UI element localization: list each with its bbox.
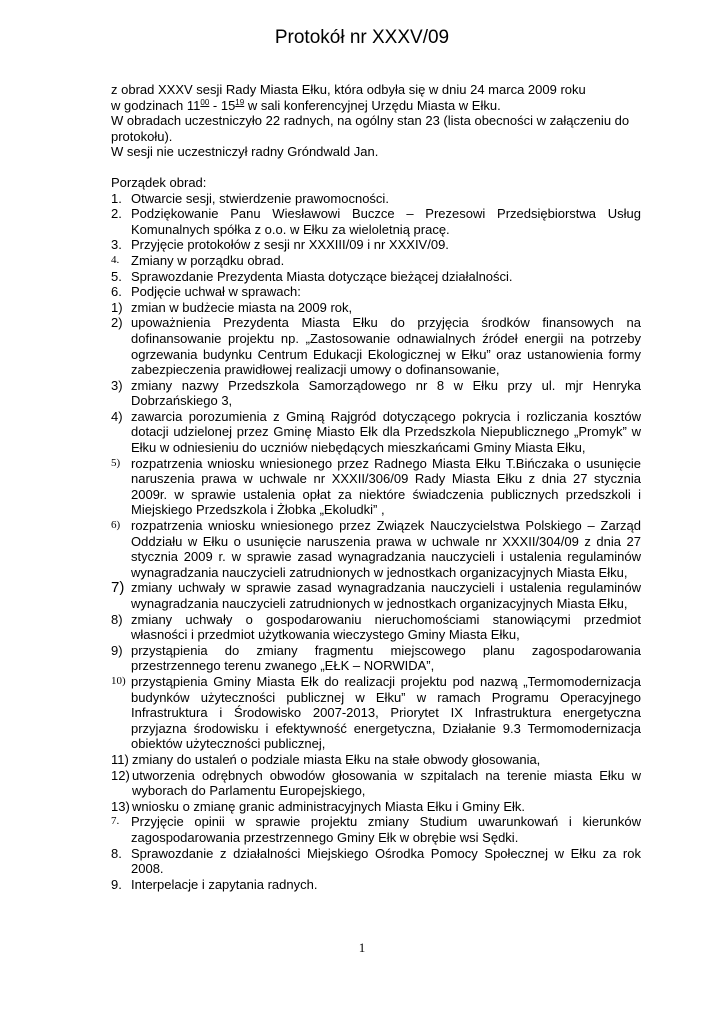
resolution-item <box>111 580 641 611</box>
resolution-number: 12) <box>111 767 130 783</box>
hours-end-minutes: 19 <box>235 97 245 107</box>
resolution-text: zmiany nazwy Przedszkola Samorządowego nr 8 w Ełku przy ul. mjr Henryka Dobrzańskiego 3, <box>131 377 641 409</box>
agenda-item-number: 9. <box>111 876 122 892</box>
document-body <box>111 82 641 892</box>
intro-line-1: z obrad XXXV sesji Rady Miasta Ełku, która odbyła się w dniu 24 marca 2009 roku <box>111 82 586 97</box>
agenda-list <box>111 191 641 300</box>
agenda-item-text: Zmiany w porządku obrad. <box>131 252 285 268</box>
resolution-item <box>111 378 641 409</box>
resolution-text: rozpatrzenia wniosku wniesionego przez Związek Nauczycielstwa Polskiego – Zarząd Oddziału w Ełku o usunięcie naruszenia prawa w uchwale nr XXXII/304/09 z dnia 27 stycznia 2009 r. w sprawie zasad wynagradzania nauczycieli i ustalenia regulaminów wynagradzania nauczycieli zatrudnionych w jednostkach organizacyjnych Miasta Ełku, <box>131 518 641 580</box>
attendance-line: W obradach uczestniczyło 22 radnych, na ogólny stan 23 (lista obecności w załączeniu do protokołu). <box>111 113 630 144</box>
resolution-item <box>111 674 641 752</box>
hours-start-minutes: 00 <box>200 97 210 107</box>
agenda-item-number: 2. <box>111 206 122 222</box>
agenda-item-number: 7. <box>111 815 120 828</box>
agenda-item-text: Przyjęcie protokołów z sesji nr XXXIII/09 i nr XXXIV/09. <box>131 237 449 253</box>
resolution-text: zmiany do ustaleń o podziale miasta Ełku na stałe obwody głosowania, <box>132 751 541 767</box>
agenda-item-text: Podjęcie uchwał w sprawach: <box>131 284 301 300</box>
resolution-text: zawarcia porozumienia z Gminą Rajgród dotyczącego pokrycia i rozliczania kosztów dotacji udzielonej przez Gminę Miasto Ełk dla Przedszkola Niepublicznego „Promyk” w Ełku w odniesieniu do uczniów niebędących mieszkańcami Gminy Miasta Ełku, <box>131 408 641 456</box>
resolution-text: upoważnienia Prezydenta Miasta Ełku do przyjęcia środków finansowych na dofinansowanie projektu np. „Zastosowanie odnawialnych źródeł energii na potrzeby ogrzewania budynku Centrum Edukacji Ekologicznej w Ełku” oraz ustanowienia formy zabezpieczenia prawidłowej realizacji umowy o dofinansowanie, <box>131 315 641 378</box>
agenda-item <box>111 877 641 893</box>
agenda-item <box>111 253 641 269</box>
resolution-text: wniosku o zmianę granic administracyjnych Miasta Ełku i Gminy Ełk. <box>132 798 526 814</box>
agenda-item-number: 3. <box>111 237 122 253</box>
agenda-item-text: Podziękowanie Panu Wiesławowi Buczce – Prezesowi Przedsiębiorstwa Usług Komunalnych spółka z o.o. w Ełku za wieloletnią pracę. <box>131 206 641 237</box>
agenda-item <box>111 284 641 300</box>
resolution-item <box>111 300 641 316</box>
resolution-text: zmian w budżecie miasta na 2009 rok, <box>131 299 353 315</box>
resolution-number: 11) <box>111 751 129 767</box>
document-title: Protokół nr XXXV/09 <box>274 27 450 48</box>
resolution-item <box>111 643 641 674</box>
agenda-item-number: 4. <box>111 253 120 266</box>
agenda-item <box>111 814 641 845</box>
page-number: 1 <box>358 940 366 955</box>
agenda-tail-list <box>111 814 641 892</box>
resolution-number: 9) <box>111 642 123 658</box>
absence-line: W sesji nie uczestniczył radny Gróndwald Jan. <box>111 144 379 160</box>
agenda-item-number: 6. <box>111 284 122 300</box>
resolution-number: 13) <box>111 798 130 814</box>
intro-hours-line <box>111 98 641 114</box>
resolution-number: 5) <box>111 456 121 469</box>
resolution-text: utworzenia odrębnych obwodów głosowania w szpitalach na terenie miasta Ełku w wyborach do Parlamentu Europejskiego, <box>132 767 641 799</box>
agenda-item <box>111 269 641 285</box>
agenda-item-text: Otwarcie sesji, stwierdzenie prawomocności. <box>131 190 389 206</box>
agenda-item <box>111 237 641 253</box>
agenda-item-text: Przyjęcie opinii w sprawie projektu zmiany Studium uwarunkowań i kierunków zagospodarowania przestrzennego Gminy Ełk w obrębie wsi Sędki. <box>131 814 641 845</box>
resolution-number: 2) <box>111 315 123 331</box>
hours-mid: - 15 <box>209 97 236 113</box>
resolution-item <box>111 518 641 580</box>
hours-prefix: w godzinach 11 <box>111 97 201 113</box>
agenda-item-number: 1. <box>111 190 122 206</box>
resolution-number: 3) <box>111 377 123 393</box>
resolution-item <box>111 612 641 643</box>
resolution-number: 7) <box>111 579 125 597</box>
agenda-item-text: Sprawozdanie Prezydenta Miasta dotyczące bieżącej działalności. <box>131 268 513 284</box>
agenda-item <box>111 191 641 207</box>
resolution-item <box>111 752 641 768</box>
agenda-item-text: Sprawozdanie z działalności Miejskiego Ośrodka Pomocy Społecznej w Ełku za rok 2008. <box>131 845 641 877</box>
agenda-item-number: 5. <box>111 268 122 284</box>
resolution-text: rozpatrzenia wniosku wniesionego przez Radnego Miasta Ełku T.Bińczaka o usunięcie naruszenia prawa w uchwale nr XXXII/306/09 Rady Miasta Ełku z dnia 27 stycznia 2009r. w sprawie ustalenia opłat za niektóre świadczenia publicznych przedszkoli i Miejskiego Przedszkola i Żłobka „Ekoludki” , <box>131 455 641 518</box>
resolution-number: 6) <box>111 519 121 532</box>
resolution-number: 8) <box>111 611 123 627</box>
agenda-item <box>111 846 641 877</box>
agenda-heading: Porządek obrad: <box>111 174 207 190</box>
agenda-item-text: Interpelacje i zapytania radnych. <box>131 876 318 892</box>
resolution-list <box>111 300 641 815</box>
resolution-number: 10) <box>111 674 126 687</box>
resolution-item <box>111 768 641 799</box>
resolution-item <box>111 799 641 815</box>
resolution-item <box>111 456 641 518</box>
resolution-number: 1) <box>111 299 123 315</box>
resolution-text: przystąpienia Gminy Miasta Ełk do realizacji projektu pod nazwą „Termomodernizacja budynków użyteczności publicznej w Ełku” w ramach Programu Operacyjnego Infrastruktura i Środowisko 2007-2013, Priorytet IX Infrastruktura energetyczna przyjazna środowisku i efektywność energetyczna, Działanie 9.3 Termomodernizacja obiektów użyteczności publicznej, <box>131 673 641 752</box>
resolution-text: przystąpienia do zmiany fragmentu miejscowego planu zagospodarowania przestrzennego terenu zwanego „EŁK – NORWIDA”, <box>131 642 641 674</box>
resolution-item <box>111 409 641 456</box>
agenda-item <box>111 206 641 237</box>
resolution-number: 4) <box>111 408 123 424</box>
resolution-text: zmiany uchwały w sprawie zasad wynagradzania nauczycieli i ustalenia regulaminów wynagradzania nauczycieli zatrudnionych w jednostkach organizacyjnych Miasta Ełku, <box>131 580 641 611</box>
agenda-item-number: 8. <box>111 845 122 861</box>
resolution-item <box>111 315 641 377</box>
hours-suffix: w sali konferencyjnej Urzędu Miasta w Ełku. <box>244 97 501 113</box>
resolution-text: zmiany uchwały o gospodarowaniu nieruchomościami stanowiącymi przedmiot własności i przedmiot użytkowania wieczystego Gminy Miasta Ełku, <box>131 611 641 643</box>
